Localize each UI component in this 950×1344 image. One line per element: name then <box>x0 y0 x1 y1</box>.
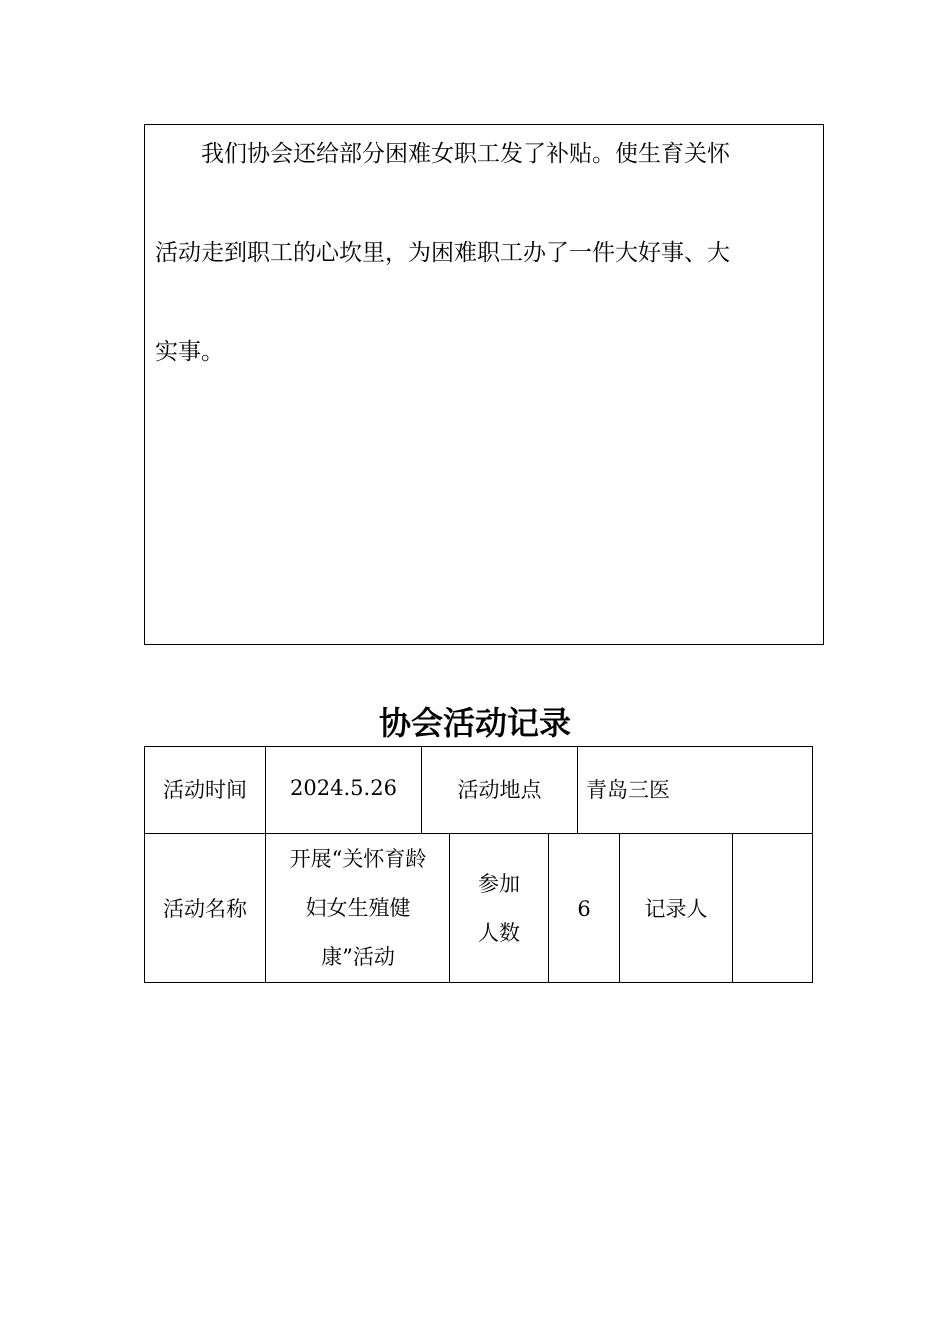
col-divider <box>449 833 450 983</box>
notes-line-2: 活动走到职工的心坎里，为困难职工办了一件大好事、大 <box>155 240 730 266</box>
count-value: 6 <box>577 896 591 921</box>
col-divider <box>265 833 266 983</box>
recorder-label: 记录人 <box>644 896 708 921</box>
name-value: 开展“关怀育龄妇女生殖健康”活动 <box>289 847 427 969</box>
name-label: 活动名称 <box>163 896 247 921</box>
notes-line-3: 实事。 <box>155 339 224 365</box>
record-table <box>144 746 813 983</box>
record-title: 协会活动记录 <box>378 704 571 742</box>
col-divider <box>577 747 578 833</box>
place-value: 青岛三医 <box>586 778 670 802</box>
recorder-value <box>733 834 813 983</box>
time-label: 活动时间 <box>163 778 247 802</box>
count-label: 参加人数 <box>478 871 520 945</box>
notes-line-1: 我们协会还给部分困难女职工发了补贴。使生育关怀 <box>155 141 730 167</box>
time-value: 2024.5.26 <box>290 776 397 800</box>
notes-box <box>144 124 824 645</box>
place-label: 活动地点 <box>457 778 542 802</box>
